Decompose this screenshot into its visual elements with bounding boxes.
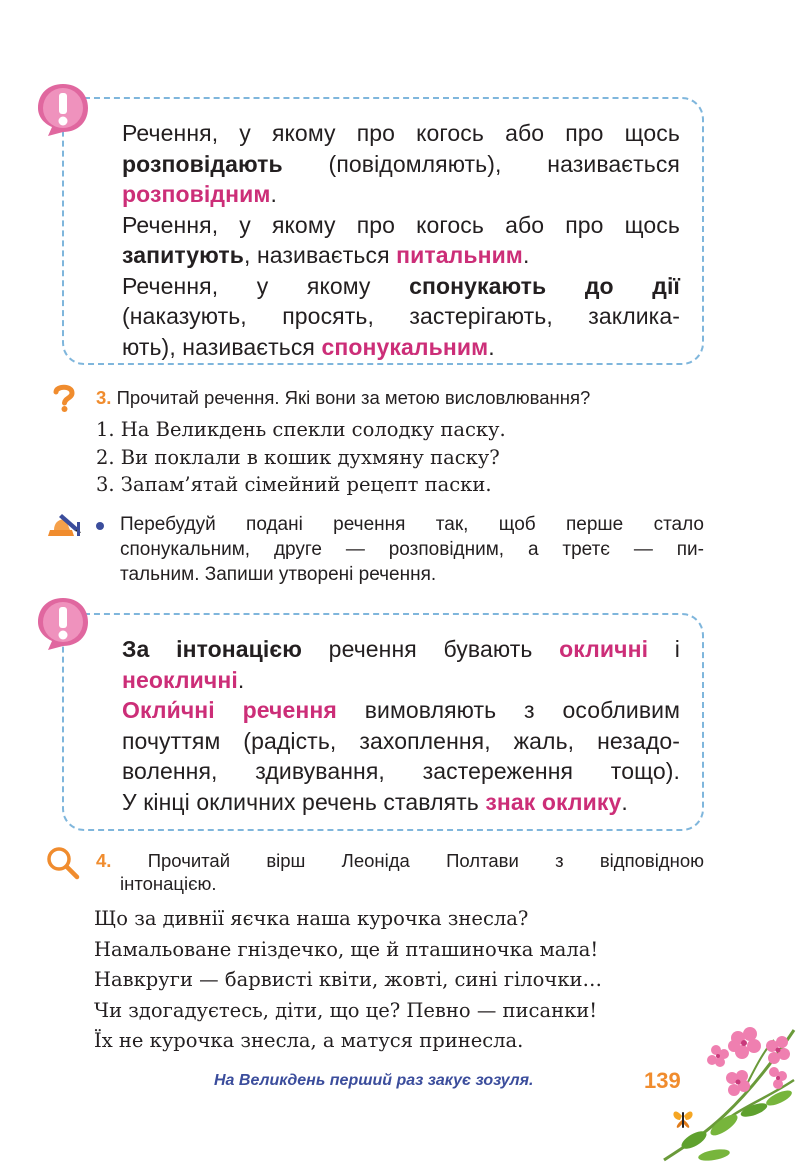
poem: [94, 904, 602, 1057]
subtask-line2: спонукальним, друге — розповідним, а третє — пи-: [120, 539, 704, 560]
rule1-line3: розповідним.: [122, 181, 277, 207]
rule2-line4: почуттям (радість, захоплення, жаль, незадо-: [122, 727, 680, 754]
rule2-line3: Окли́чні речення вимовляють з особливим: [122, 697, 680, 723]
rule1-line4: Речення, у якому про когось або про щось: [122, 211, 680, 238]
subtask-line3: тальним. Запиши утворені речення.: [120, 564, 437, 585]
page-number: 139: [644, 1068, 681, 1093]
poem-line: Навкруги — барвисті квіти, жовті, сині гілочки…: [94, 968, 602, 991]
rule1-line6: Речення, у якому спонукають до дії: [122, 272, 681, 299]
task-3-text: Прочитай речення. Які вони за метою висловлювання?: [111, 387, 591, 408]
rule2-line1: За інтонацією речення бувають окличні і: [122, 636, 680, 662]
exclamation-icon: [34, 80, 92, 138]
task-3-instruction: [96, 386, 706, 409]
sentence-item: 2. Ви поклали в кошик духмяну паску?: [96, 445, 500, 469]
flower-branch-icon: [654, 1010, 800, 1170]
rule1-line7: (наказують, просять, застерігають, заклика-: [122, 303, 680, 329]
task-4-number: 4.: [96, 850, 112, 871]
sentence-item: 1. На Великдень спекли солодку паску.: [96, 418, 506, 441]
sentence-item: 3. Запам’ятай сімейний рецепт паски.: [96, 473, 492, 496]
magnifier-icon: [46, 846, 80, 880]
poem-line: Намальоване гніздечко, ще й пташиночка мала!: [94, 937, 599, 961]
rule2-line2: неокличні.: [122, 666, 245, 693]
task-4-instruction: [96, 849, 704, 895]
writing-hand-icon: [44, 510, 84, 540]
footer-proverb: На Великдень перший раз закує зозуля.: [214, 1072, 534, 1089]
rule-text-1: [122, 118, 680, 386]
rule1-line2: розповідають (повідомляють), називається: [122, 150, 680, 177]
rule2-line6: У кінці окличних речень ставлять знак оклику.: [122, 788, 628, 815]
rule2-line5: волення, здивування, застереження тощо).: [122, 758, 680, 784]
task-3-number: 3.: [96, 387, 112, 408]
task-4-line2: інтонацією.: [120, 873, 217, 894]
task-3-sentences: [96, 416, 506, 499]
poem-line: Чи здогадуєтесь, діти, що це? Певно — писанки!: [94, 998, 598, 1022]
bullet-icon: [96, 522, 104, 530]
rule1-line8: ють), називається спонукальним.: [122, 333, 495, 360]
subtask-instruction: [120, 512, 704, 587]
poem-line: Їх не курочка знесла, а матуся принесла.: [94, 1029, 524, 1052]
poem-line: Що за дивнії яєчка наша курочка знесла?: [94, 907, 529, 930]
task-4-line1: 4. Прочитай вірш Леоніда Полтави з відповідною: [96, 850, 704, 871]
subtask-line1: Перебудуй подані речення так, щоб перше стало: [120, 514, 704, 535]
rule-text-2: [122, 634, 680, 817]
rule1-line1: Речення, у якому про когось або про щось: [122, 120, 680, 146]
question-icon: [52, 384, 76, 412]
rule1-line5: запитують, називається питальним.: [122, 242, 530, 268]
exclamation-icon: [34, 594, 92, 652]
